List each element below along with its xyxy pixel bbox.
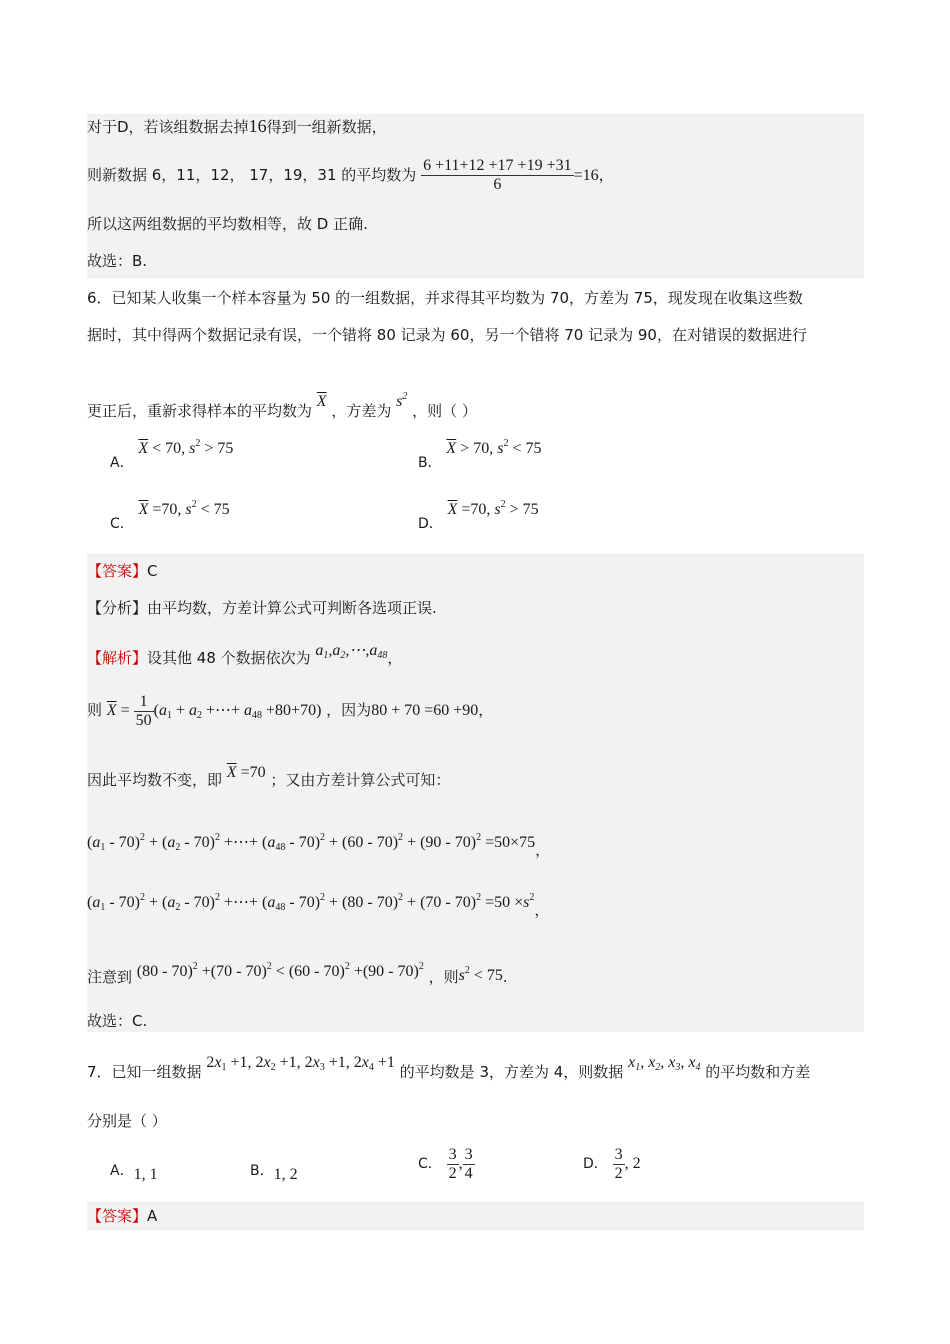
q6-choose: 故选：C.: [87, 1012, 148, 1030]
d-option-choose: 故选：B.: [87, 252, 148, 270]
answer-block-q7: [87, 1202, 864, 1230]
q6-mean-line: 则 $\overline{X}$ = $\frac{1}{50}$ ($a_1 + a_2$ +⋯+ $a_{48} +80+70$) ，因为80 + 70 =60 +90，: [87, 692, 494, 729]
d-option-line3: 所以这两组数据的平均数相等，故 D 正确.: [87, 215, 368, 233]
variance-equation-2: $(a_1 - 70)^2 + (a_2 - 70)^2$ +⋯+ $(a_{48} - 70)^2 + (80 - 70)^2 + (70 - 70)^2 =50 \times s^2$，: [87, 892, 550, 919]
q7-line1: 7．已知一组数据 $2x_1 +1$, $2x_2 +1$, $2x_3 +1$, $2x_4 +1$ 的平均数是 3，方差为 4，则数据 $x_1$, $x_2$, $x_3$, $x_4$ 的平均数和方差: [87, 1054, 811, 1081]
q6-option-d[interactable]: D． $\overline{X} =70$, $s^2 > 75$: [418, 499, 539, 532]
d-option-line1: 对于D，若该组数据去掉16得到一组新数据，: [87, 116, 387, 136]
mean-fraction: $\frac{6 +11+12 +17 +19 +31}{6}$: [423, 157, 572, 193]
solution-block-d: [87, 114, 864, 278]
d-option-line2: 则新数据 6，11，12， 17，19，31 的平均数为 $\frac{6 +11+12 +17 +19 +31}{6}$ =16，: [87, 157, 614, 193]
q6-option-a[interactable]: A． $\overline{X} < 70$, $s^2 > 75$: [110, 438, 234, 471]
q6-note-line: 注意到 (80 - 70)$^2$ +(70 - 70)$^2$ < (60 - 70)$^2$ +(90 - 70)$^2$ ，则$s^2 < 75$.: [87, 961, 508, 986]
q7-option-c[interactable]: C． $\frac{3}{2}$ , $\frac{3}{4}$: [418, 1146, 473, 1182]
q6-invariant-line: 因此平均数不变，即 $\overline{X} =70$ ；又由方差计算公式可知：: [87, 764, 451, 789]
q7-option-a[interactable]: A．1, 1: [110, 1163, 158, 1183]
q6-line3: 更正后，重新求得样本的平均数为 $\overline{X}$ ，方差为 $s^2$ ，则（ ）: [87, 391, 477, 420]
q6-solution: 【解析】设其他 48 个数据依次为 $a_1,a_2,\cdots,a_{48}$，: [87, 642, 403, 667]
q6-line2: 据时，其中得两个数据记录有误，一个错将 80 记录为 60，另一个错将 70 记录为 90，在对错误的数据进行: [87, 326, 807, 344]
q6-analysis: 【分析】由平均数，方差计算公式可判断各选项正误.: [87, 599, 437, 617]
q6-option-c[interactable]: C． $\overline{X} =70$, $s^2 < 75$: [110, 499, 230, 532]
q7-answer: 【答案】A: [87, 1207, 158, 1225]
q7-option-b[interactable]: B．1, 2: [250, 1163, 298, 1183]
q7-line2: 分别是（ ）: [87, 1112, 167, 1130]
q6-option-b[interactable]: B． $\overline{X} > 70$, $s^2 < 75$: [418, 438, 542, 471]
q7-option-d[interactable]: D． $\frac{3}{2}$ , 2: [583, 1146, 641, 1182]
q6-line1: 6．已知某人收集一个样本容量为 50 的一组数据，并求得其平均数为 70，方差为 75，现发现在收集这些数: [87, 289, 803, 307]
q6-answer: 【答案】C: [87, 562, 158, 580]
variance-equation-1: $(a_1 - 70)^2 + (a_2 - 70)^2$ +⋯+ $(a_{48} - 70)^2 + (60 - 70)^2 + (90 - 70)^2 =50\times 75$，: [87, 832, 551, 859]
